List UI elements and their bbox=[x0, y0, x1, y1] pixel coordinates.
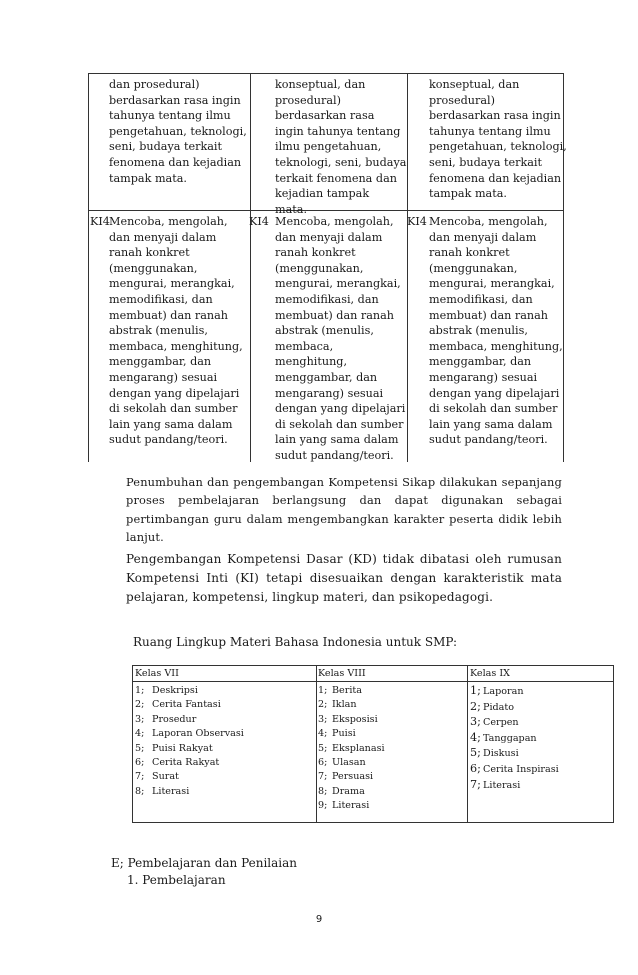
section-heading: E; Pembelajaran dan Penilaian bbox=[111, 856, 298, 870]
item-number: 6; bbox=[135, 757, 145, 769]
list-item bbox=[135, 698, 244, 712]
item-label: Deskripsi bbox=[152, 685, 198, 696]
scope-header-kelas-viii: Kelas VIII bbox=[318, 668, 366, 679]
ki3-cell-2: konseptual, dan prosedural) berdasarkan rasa ingin tahunya tentang ilmu pengetahuan, teknologi, seni, budaya terkait fenomena dan kejadian tampak mata. bbox=[275, 78, 407, 216]
item-number: 3; bbox=[135, 713, 145, 725]
ki-table-divider bbox=[250, 74, 251, 462]
item-label: Laporan bbox=[483, 686, 524, 697]
item-label: Puisi Rakyat bbox=[152, 742, 213, 754]
scope-list-kelas-viii bbox=[318, 684, 385, 814]
ki4-cell-3: Mencoba, mengolah, dan menyaji dalam ranah konkret (menggunakan, mengurai, merangkai, memodifikasi, dan membuat) dan ranah abstrak (menulis, membaca, menghitung, menggambar, dan mengarang) sesuai dengan yang dipelajari di sekolah dan sumber lain yang sama dalam sudut pandang/teori. bbox=[429, 215, 563, 447]
item-label: Puisi bbox=[332, 728, 356, 740]
list-item bbox=[135, 684, 244, 698]
ki3-cell-1: dan prosedural) berdasarkan rasa ingin tahunya tentang ilmu pengetahuan, teknologi, seni, budaya terkait fenomena dan kejadian tampak mata. bbox=[109, 78, 247, 185]
item-number: 8; bbox=[318, 785, 328, 797]
item-number: 5; bbox=[318, 742, 328, 754]
scope-column-divider bbox=[467, 666, 468, 822]
list-item bbox=[135, 727, 244, 741]
list-item bbox=[318, 698, 385, 712]
item-label: Literasi bbox=[152, 785, 190, 797]
scope-header-divider bbox=[133, 681, 613, 682]
item-label: Prosedur bbox=[152, 713, 197, 725]
ki4-label: KI4 bbox=[90, 215, 110, 228]
ki4-label: KI4 bbox=[407, 215, 427, 228]
item-label: Drama bbox=[332, 785, 365, 797]
list-item bbox=[318, 756, 385, 770]
item-number: 8; bbox=[135, 785, 145, 797]
item-number: 2; bbox=[135, 699, 145, 711]
item-number: 2; bbox=[470, 699, 481, 713]
item-number: 1; bbox=[318, 685, 328, 696]
item-number: 7; bbox=[318, 771, 328, 783]
list-item bbox=[318, 799, 385, 813]
scope-title: Ruang Lingkup Materi Bahasa Indonesia untuk SMP: bbox=[133, 635, 458, 649]
item-label: Persuasi bbox=[332, 771, 374, 783]
scope-table bbox=[132, 665, 614, 823]
item-number: 3; bbox=[470, 715, 481, 729]
item-label: Pidato bbox=[483, 701, 515, 713]
item-number: 4; bbox=[135, 728, 145, 740]
ki4-label: KI4 bbox=[249, 215, 269, 228]
scope-column-divider bbox=[316, 666, 317, 822]
item-number: 6; bbox=[318, 757, 328, 769]
list-item bbox=[135, 770, 244, 784]
paragraph-kompetensi-dasar: Pengembangan Kompetensi Dasar (KD) tidak dibatasi oleh rumusan Kompetensi Inti (KI) tetapi disesuaikan dengan karakteristik mata pelajaran, kompetensi, lingkup materi, dan psikopedagogi. bbox=[126, 552, 562, 604]
item-label: Eksplanasi bbox=[332, 742, 385, 754]
item-number: 5; bbox=[470, 746, 481, 760]
paragraph-kompetensi-sikap: Penumbuhan dan pengembangan Kompetensi Sikap dilakukan sepanjang proses pembelajaran berlangsung dan dapat digunakan sebagai pertimbangan guru dalam mengembangkan karakter peserta didik lebih lanjut. bbox=[126, 475, 562, 545]
item-label: Ulasan bbox=[332, 757, 366, 769]
item-number: 9; bbox=[318, 800, 328, 812]
ki4-cell-2: Mencoba, mengolah, dan menyaji dalam ranah konkret (menggunakan, mengurai, merangkai, memodifikasi, dan membuat) dan ranah abstrak (menulis, membaca, menghitung, menggambar, dan mengarang) sesuai dengan yang dipelajari di sekolah dan sumber lain yang sama dalam sudut pandang/teori. bbox=[275, 215, 406, 462]
item-label: Cerita Fantasi bbox=[152, 699, 221, 711]
list-item bbox=[318, 713, 385, 727]
list-item bbox=[318, 727, 385, 741]
item-label: Surat bbox=[152, 771, 179, 783]
item-number: 6; bbox=[470, 761, 481, 775]
list-item bbox=[318, 742, 385, 756]
ki3-cell-3: konseptual, dan prosedural) berdasarkan rasa ingin tahunya tentang ilmu pengetahuan, teknologi, seni, budaya terkait fenomena dan kejadian tampak mata. bbox=[429, 78, 567, 201]
list-item bbox=[135, 756, 244, 770]
scope-list-kelas-ix bbox=[470, 684, 559, 793]
item-label: Diskusi bbox=[483, 748, 519, 760]
item-label: Tanggapan bbox=[483, 732, 537, 744]
list-item bbox=[135, 785, 244, 799]
ki-table bbox=[88, 73, 567, 462]
list-item bbox=[318, 684, 385, 698]
item-label: Berita bbox=[332, 685, 362, 696]
item-number: 3; bbox=[318, 713, 328, 725]
item-label: Laporan Observasi bbox=[152, 728, 244, 740]
list-item bbox=[470, 715, 559, 731]
scope-header-kelas-ix: Kelas IX bbox=[470, 668, 510, 679]
item-number: 2; bbox=[318, 699, 328, 711]
item-label: Eksposisi bbox=[332, 713, 378, 725]
list-item bbox=[470, 684, 559, 700]
item-number: 7; bbox=[135, 771, 145, 783]
scope-header-kelas-vii: Kelas VII bbox=[135, 668, 179, 679]
item-number: 4; bbox=[470, 730, 481, 744]
list-item bbox=[318, 770, 385, 784]
item-number: 7; bbox=[470, 777, 481, 791]
item-label: Cerita Rakyat bbox=[152, 757, 220, 769]
item-number: 5; bbox=[135, 742, 145, 754]
list-item bbox=[470, 731, 559, 747]
scope-list-kelas-vii bbox=[135, 684, 244, 799]
item-number: 1; bbox=[470, 684, 481, 697]
page-number: 9 bbox=[315, 914, 323, 925]
item-label: Literasi bbox=[483, 779, 521, 791]
item-number: 4; bbox=[318, 728, 328, 740]
item-number: 1; bbox=[135, 685, 145, 696]
item-label: Literasi bbox=[332, 800, 370, 812]
item-label: Iklan bbox=[332, 699, 357, 711]
list-item bbox=[470, 700, 559, 716]
list-item bbox=[135, 742, 244, 756]
item-label: Cerita Inspirasi bbox=[483, 763, 559, 775]
list-item bbox=[135, 713, 244, 727]
item-label: Cerpen bbox=[483, 717, 519, 729]
list-item bbox=[470, 762, 559, 778]
ki4-cell-1: Mencoba, mengolah, dan menyaji dalam ranah konkret (menggunakan, mengurai, merangkai, memodifikasi, dan membuat) dan ranah abstrak (menulis, membaca, menghitung, menggambar, dan mengarang) sesuai dengan yang dipelajari di sekolah dan sumber lain yang sama dalam sudut pandang/teori. bbox=[109, 215, 243, 447]
list-item bbox=[470, 746, 559, 762]
ki-table-divider bbox=[407, 74, 408, 462]
list-item bbox=[470, 778, 559, 794]
list-item bbox=[318, 785, 385, 799]
subsection-heading: 1. Pembelajaran bbox=[127, 873, 226, 887]
